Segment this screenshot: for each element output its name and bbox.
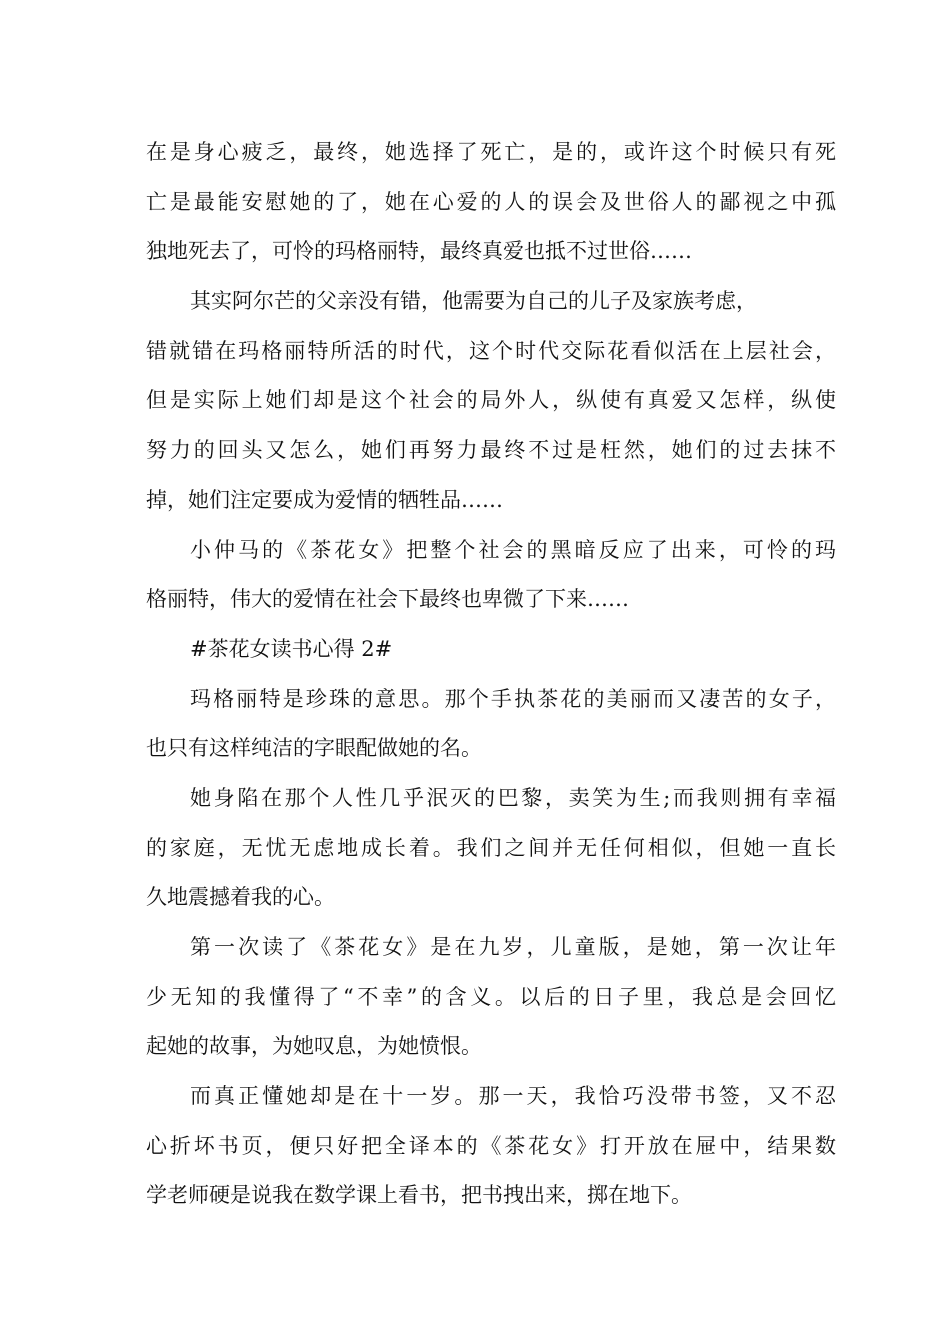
text-line: 少无知的我懂得了“不幸”的含义。以后的日子里，我总是会回忆 bbox=[146, 984, 836, 1009]
text-line: 其实阿尔芒的父亲没有错，他需要为自己的儿子及家族考虑， bbox=[190, 289, 757, 314]
text-line: 格丽特，伟大的爱情在社会下最终也卑微了下来…… bbox=[146, 587, 629, 612]
text-line: 在是身心疲乏，最终，她选择了死亡，是的，或许这个时候只有死 bbox=[146, 140, 836, 164]
text-line: 的家庭，无忧无虑地成长着。我们之间并无任何相似，但她一直长 bbox=[146, 835, 836, 860]
text-line: 努力的回头又怎么，她们再努力最终不过是枉然，她们的过去抹不 bbox=[146, 438, 836, 463]
text-line: 错就错在玛格丽特所活的时代，这个时代交际花看似活在上层社会， bbox=[146, 338, 836, 363]
text-line: 心折坏书页，便只好把全译本的《茶花女》打开放在屉中，结果数 bbox=[146, 1133, 836, 1158]
section-heading: #茶花女读书心得 2# bbox=[190, 636, 393, 661]
text-line: 玛格丽特是珍珠的意思。那个手执茶花的美丽而又凄苦的女子， bbox=[190, 686, 836, 711]
text-line: 学老师硬是说我在数学课上看书，把书拽出来，掷在地下。 bbox=[146, 1183, 692, 1208]
text-line: 而真正懂她却是在十一岁。那一天，我恰巧没带书签，又不忍 bbox=[190, 1084, 836, 1109]
text-line: 但是实际上她们却是这个社会的局外人，纵使有真爱又怎样，纵使 bbox=[146, 388, 836, 413]
text-line: 久地震撼着我的心。 bbox=[146, 885, 335, 910]
text-line: 第一次读了《茶花女》是在九岁，儿童版，是她，第一次让年 bbox=[190, 935, 836, 959]
text-line: 她身陷在那个人性几乎泯灭的巴黎，卖笑为生;而我则拥有幸福 bbox=[190, 785, 836, 810]
text-line: 小仲马的《茶花女》把整个社会的黑暗反应了出来，可怜的玛 bbox=[190, 537, 836, 562]
text-line: 起她的故事，为她叹息，为她愤恨。 bbox=[146, 1034, 482, 1059]
text-line: 亡是最能安慰她的了，她在心爱的人的误会及世俗人的鄙视之中孤 bbox=[146, 189, 836, 214]
document-body bbox=[146, 128, 836, 1221]
text-line: 也只有这样纯洁的字眼配做她的名。 bbox=[146, 736, 482, 761]
text-line: 独地死去了，可怜的玛格丽特，最终真爱也抵不过世俗…… bbox=[146, 239, 692, 264]
text-line: 掉，她们注定要成为爱情的牺牲品…… bbox=[146, 487, 503, 512]
